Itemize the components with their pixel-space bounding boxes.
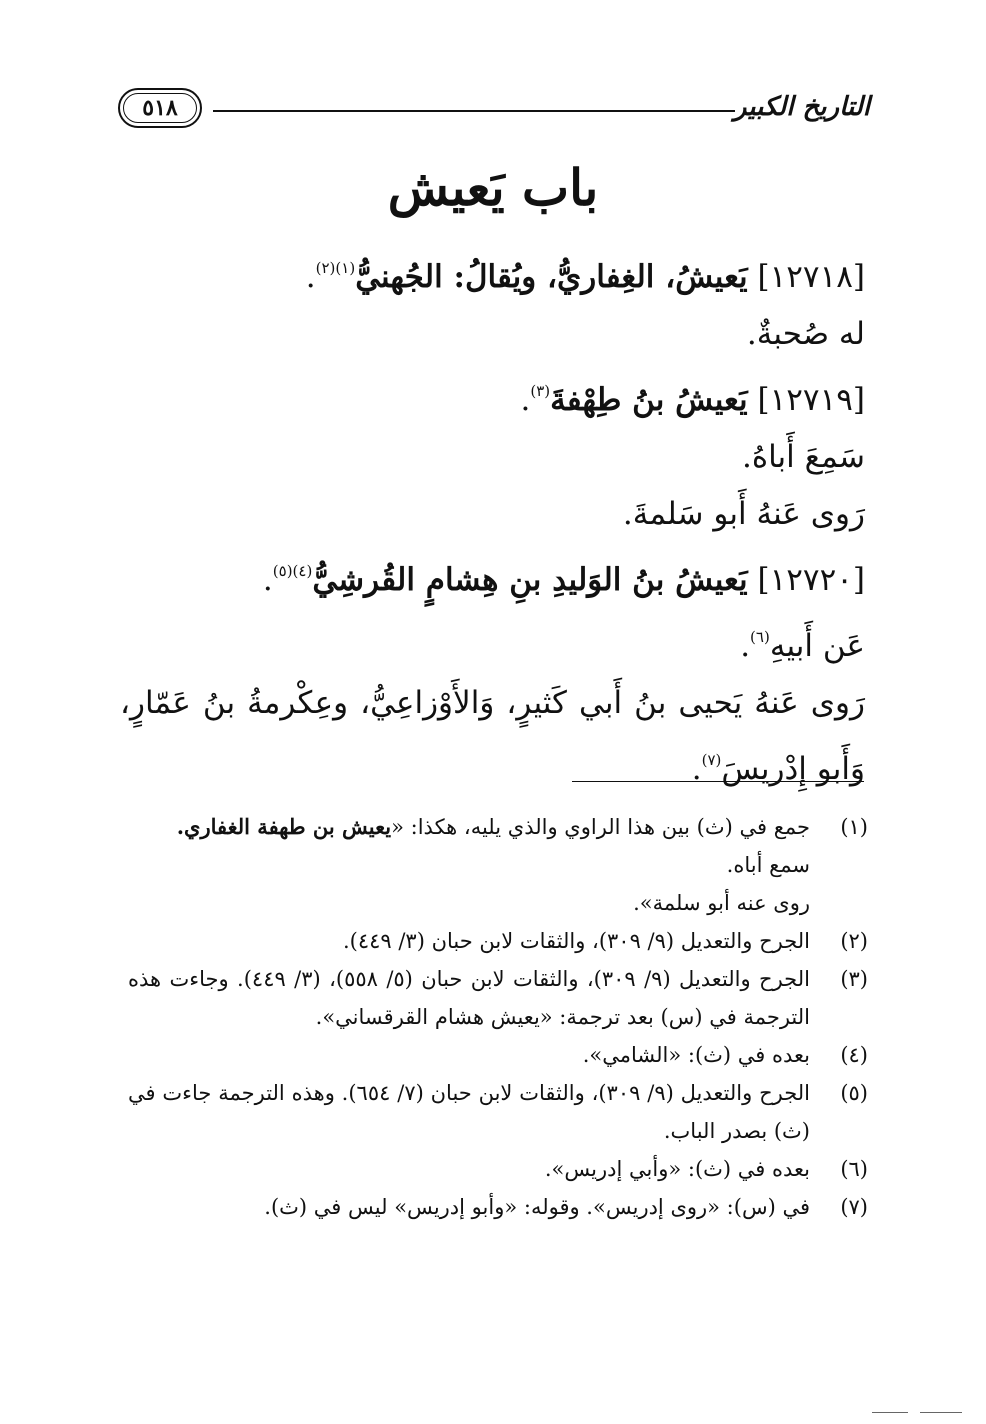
bottom-mark	[920, 1412, 962, 1413]
footnote-ref: (٣)	[530, 382, 551, 400]
footnote-number: (٧)	[840, 1195, 868, 1219]
footnote-text-bold: يعيش بن طهفة الغفاري.	[176, 814, 392, 839]
footnote-text: في (س): «روى إدريس». وقوله: «وأبو إدريس» ليس في (ث).	[264, 1195, 810, 1219]
footnote-number: (٢)	[840, 929, 868, 953]
footnote-number: (٤)	[840, 1043, 868, 1067]
bottom-mark	[872, 1412, 908, 1413]
footnote-ref: (١)(٢)	[315, 259, 356, 277]
footnote	[128, 1074, 868, 1150]
entry-end: .	[262, 562, 273, 598]
entry-number: [١٢٧١٩]	[757, 382, 865, 418]
footnote-text: بعده في (ث): «وأبي إدريس».	[544, 1157, 810, 1181]
entry-line: سَمِعَ أَباهُ.	[741, 439, 865, 475]
footnote-number: (١)	[840, 815, 868, 839]
footnote	[128, 1150, 868, 1188]
entry-name: يَعيشُ بنُ طِهْفةَ	[550, 382, 748, 418]
entry-line-text: رَوى عَنهُ يَحيى بنُ أَبي كَثيرٍ، وَالأَوْزاعِيُّ، وعِكْرمةُ بنُ عَمّارٍ، وَأَبو إِدْريسَ	[120, 685, 865, 787]
footnote-text: الجرح والتعديل (٩/ ٣٠٩)، والثقات لابن حبان (٥/ ٥٥٨)، (٣/ ٤٤٩). وجاءت هذه الترجمة في (س) بعد ترجمة: «يعيش هشام القرقساني».	[128, 967, 810, 1029]
entry-name: يَعيشُ بنُ الوَليدِ بنِ هِشامٍ القُرشِيُّ	[312, 562, 748, 598]
footnote-text-part: جمع في (ث) بين هذا الراوي والذي يليه، هكذا: «	[391, 815, 810, 839]
running-title: التاريخ الكبير	[733, 92, 870, 122]
chapter-title: باب يَعيش	[387, 158, 599, 217]
footnote-number: (٦)	[840, 1157, 868, 1181]
entry-line-text: عَن أَبيهِ	[769, 628, 865, 664]
entry-name: يَعيشُ، الغِفاريُّ، ويُقالُ: الجُهنيُّ	[355, 259, 748, 295]
header-rule	[213, 110, 735, 112]
footnote-number: (٣)	[840, 967, 868, 991]
entry-number: [١٢٧٢٠]	[757, 562, 865, 598]
entry-line	[120, 675, 865, 798]
footnote-ref: (٧)	[701, 751, 722, 769]
footnote-ref: (٤)(٥)	[272, 562, 313, 580]
entry-line: رَوى عَنهُ أَبو سَلمةَ.	[622, 496, 865, 532]
footnotes	[128, 808, 868, 1226]
footnote	[128, 1036, 868, 1074]
footnote-text: الجرح والتعديل (٩/ ٣٠٩)، والثقات لابن حبان (٧/ ٦٥٤). وهذه الترجمة جاءت في (ث) بصدر الباب.	[128, 1081, 810, 1143]
entry-heading	[120, 543, 865, 609]
footnote-text: الجرح والتعديل (٩/ ٣٠٩)، والثقات لابن حبان (٣/ ٤٤٩).	[342, 929, 810, 953]
footnote-number: (٥)	[840, 1081, 868, 1105]
entry-heading	[120, 363, 865, 429]
entry-end: .	[520, 382, 531, 418]
entry-line: له صُحبةٌ.	[746, 316, 865, 352]
footnote-line: روى عنه أبو سلمة».	[633, 891, 810, 915]
footnote-separator	[572, 781, 864, 782]
footnote	[128, 922, 868, 960]
footnote-line: سمع أباه.	[726, 853, 810, 877]
footnote	[128, 1188, 868, 1226]
footnote-text: بعده في (ث): «الشامي».	[582, 1043, 810, 1067]
entry-number: [١٢٧١٨]	[757, 259, 865, 295]
entry-end: .	[740, 628, 751, 664]
main-text	[120, 240, 865, 798]
entry-end: .	[691, 751, 702, 787]
entry-line	[120, 609, 865, 675]
footnote-text	[128, 808, 810, 922]
page-header	[118, 84, 870, 134]
entry-end: .	[305, 259, 316, 295]
page-number: ٥١٨	[118, 88, 202, 128]
entry-heading	[120, 240, 865, 306]
footnote-ref: (٦)	[750, 628, 770, 646]
footnote	[128, 808, 868, 922]
footnote	[128, 960, 868, 1036]
